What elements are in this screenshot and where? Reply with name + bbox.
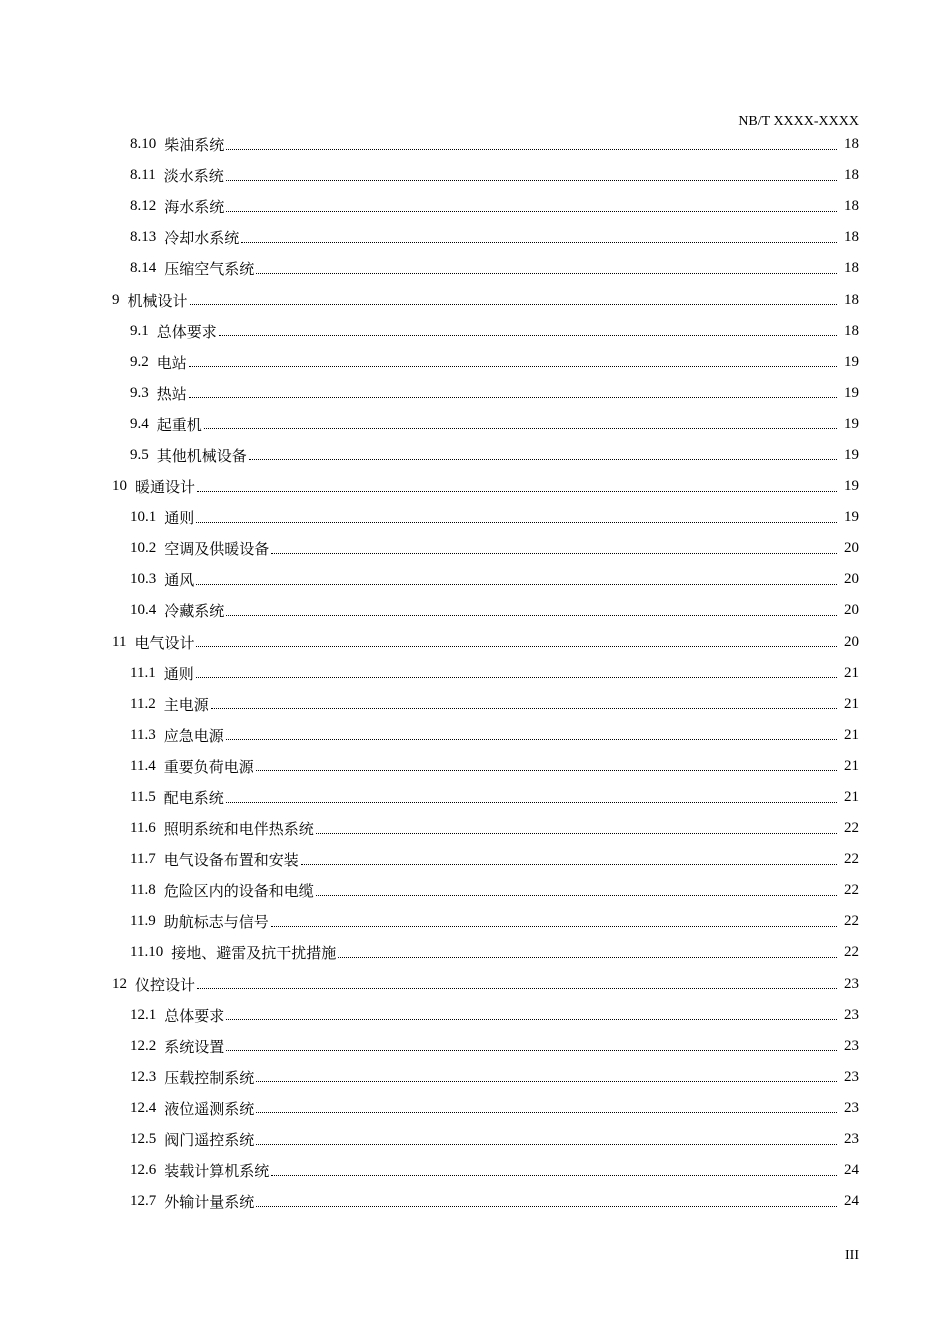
toc-entry[interactable] bbox=[0, 1124, 950, 1155]
toc-dot-leader bbox=[271, 553, 837, 554]
toc-entry[interactable] bbox=[0, 409, 950, 440]
toc-entry[interactable] bbox=[0, 782, 950, 813]
toc-entry[interactable] bbox=[0, 564, 950, 595]
toc-entry-number: 9.5 bbox=[130, 446, 149, 463]
toc-entry-page: 22 bbox=[844, 913, 859, 930]
toc-entry-title: 冷却水系统 bbox=[164, 231, 240, 248]
toc-entry-number: 12.5 bbox=[130, 1131, 157, 1148]
toc-entry[interactable] bbox=[0, 502, 950, 533]
toc-entry-title: 重要负荷电源 bbox=[163, 759, 254, 776]
toc-dot-leader bbox=[256, 770, 837, 771]
toc-entry-number: 8.10 bbox=[130, 136, 157, 153]
toc-entry-number: 12.2 bbox=[130, 1037, 157, 1054]
toc-entry-number: 11.9 bbox=[130, 913, 156, 930]
toc-entry-title: 总体要求 bbox=[164, 1008, 225, 1025]
toc-entry-number: 11 bbox=[112, 633, 127, 650]
toc-dot-leader bbox=[316, 833, 837, 834]
toc-entry[interactable] bbox=[0, 937, 950, 968]
toc-entry-number: 9.2 bbox=[130, 353, 149, 370]
toc-dot-leader bbox=[256, 1144, 837, 1145]
toc-entry[interactable] bbox=[0, 875, 950, 906]
toc-entry-page: 18 bbox=[844, 198, 859, 215]
toc-dot-leader bbox=[226, 739, 837, 740]
toc-entry[interactable] bbox=[0, 1155, 950, 1186]
toc-entry[interactable] bbox=[0, 533, 950, 564]
toc-entry-page: 21 bbox=[844, 664, 859, 681]
toc-entry[interactable] bbox=[0, 471, 950, 502]
toc-entry[interactable] bbox=[0, 1093, 950, 1124]
toc-entry-title: 助航标志与信号 bbox=[163, 915, 269, 932]
toc-entry-number: 8.11 bbox=[130, 167, 156, 184]
toc-entry-title: 电气设计 bbox=[134, 635, 195, 652]
toc-entry-number: 9.1 bbox=[130, 322, 149, 339]
toc-dot-leader bbox=[271, 926, 837, 927]
toc-entry-page: 23 bbox=[844, 1037, 859, 1054]
toc-entry-page: 19 bbox=[844, 384, 859, 401]
toc-dot-leader bbox=[226, 211, 837, 212]
toc-entry-title: 机械设计 bbox=[127, 293, 188, 310]
toc-dot-leader bbox=[301, 864, 837, 865]
toc-entry-page: 20 bbox=[844, 540, 859, 557]
toc-entry-page: 19 bbox=[844, 415, 859, 432]
toc-dot-leader bbox=[226, 615, 837, 616]
toc-dot-leader bbox=[219, 335, 837, 336]
toc-dot-leader bbox=[249, 459, 837, 460]
document-code: NB/T XXXX-XXXX bbox=[738, 114, 859, 129]
toc-entry-page: 18 bbox=[844, 291, 859, 308]
toc-dot-leader bbox=[196, 646, 837, 647]
toc-entry[interactable] bbox=[0, 160, 950, 191]
toc-entry[interactable] bbox=[0, 689, 950, 720]
page-number: III bbox=[845, 1248, 859, 1263]
toc-entry[interactable] bbox=[0, 129, 950, 160]
toc-entry-page: 18 bbox=[844, 229, 859, 246]
toc-dot-leader bbox=[204, 428, 837, 429]
toc-dot-leader bbox=[196, 584, 837, 585]
toc-entry-title: 应急电源 bbox=[163, 728, 224, 745]
toc-entry-number: 12.4 bbox=[130, 1099, 157, 1116]
toc-entry-title: 外输计量系统 bbox=[164, 1195, 255, 1212]
toc-entry-title: 装载计算机系统 bbox=[164, 1164, 270, 1181]
toc-entry-number: 10.2 bbox=[130, 540, 157, 557]
toc-entry-page: 20 bbox=[844, 633, 859, 650]
toc-entry[interactable] bbox=[0, 440, 950, 471]
toc-entry-number: 9.4 bbox=[130, 415, 149, 432]
toc-dot-leader bbox=[226, 1019, 837, 1020]
toc-entry-title: 热站 bbox=[156, 386, 187, 403]
toc-entry-page: 18 bbox=[844, 322, 859, 339]
toc-dot-leader bbox=[196, 677, 837, 678]
toc-entry[interactable] bbox=[0, 751, 950, 782]
toc-dot-leader bbox=[256, 1081, 837, 1082]
toc-dot-leader bbox=[226, 149, 837, 150]
toc-entry-title: 电气设备布置和安装 bbox=[163, 853, 299, 870]
toc-dot-leader bbox=[256, 1112, 837, 1113]
toc-entry[interactable] bbox=[0, 720, 950, 751]
toc-entry-page: 22 bbox=[844, 820, 859, 837]
toc-dot-leader bbox=[338, 957, 837, 958]
toc-entry-title: 主电源 bbox=[163, 697, 209, 714]
toc-entry-title: 暖通设计 bbox=[135, 480, 196, 497]
toc-entry[interactable] bbox=[0, 191, 950, 222]
toc-entry-number: 10.4 bbox=[130, 602, 157, 619]
toc-entry-number: 10.3 bbox=[130, 571, 157, 588]
toc-entry-page: 18 bbox=[844, 167, 859, 184]
toc-entry-number: 11.5 bbox=[130, 789, 156, 806]
toc-entry[interactable] bbox=[0, 1000, 950, 1031]
toc-entry[interactable] bbox=[0, 316, 950, 347]
toc-entry-title: 配电系统 bbox=[163, 791, 224, 808]
toc-dot-leader bbox=[196, 522, 837, 523]
toc-entry-number: 11.1 bbox=[130, 664, 156, 681]
toc-entry[interactable] bbox=[0, 253, 950, 284]
toc-entry-page: 22 bbox=[844, 944, 859, 961]
toc-entry-number: 11.8 bbox=[130, 882, 156, 899]
toc-entry-page: 19 bbox=[844, 478, 859, 495]
toc-entry-number: 12.7 bbox=[130, 1193, 157, 1210]
toc-entry[interactable] bbox=[0, 1186, 950, 1217]
toc-entry-number: 12.6 bbox=[130, 1162, 157, 1179]
toc-dot-leader bbox=[190, 304, 837, 305]
toc-entry-title: 接地、避雷及抗干扰措施 bbox=[171, 946, 337, 963]
toc-entry-number: 11.6 bbox=[130, 820, 156, 837]
toc-entry[interactable] bbox=[0, 1031, 950, 1062]
toc-dot-leader bbox=[271, 1175, 837, 1176]
toc-entry[interactable] bbox=[0, 813, 950, 844]
toc-entry-number: 11.3 bbox=[130, 726, 156, 743]
toc-entry-number: 8.12 bbox=[130, 198, 157, 215]
toc-entry-number: 8.13 bbox=[130, 229, 157, 246]
toc-entry[interactable] bbox=[0, 627, 950, 658]
toc-entry-page: 23 bbox=[844, 1099, 859, 1116]
toc-entry-number: 9.3 bbox=[130, 384, 149, 401]
toc-entry-page: 23 bbox=[844, 1068, 859, 1085]
toc-entry-number: 10 bbox=[112, 478, 127, 495]
toc-entry-title: 系统设置 bbox=[164, 1039, 225, 1056]
toc-entry-number: 11.4 bbox=[130, 757, 156, 774]
toc-entry-title: 海水系统 bbox=[164, 200, 225, 217]
toc-entry-title: 仪控设计 bbox=[135, 977, 196, 994]
toc-entry-page: 20 bbox=[844, 602, 859, 619]
toc-entry-title: 阀门遥控系统 bbox=[164, 1133, 255, 1150]
toc-entry-title: 柴油系统 bbox=[164, 138, 225, 155]
toc-entry-title: 起重机 bbox=[156, 417, 202, 434]
toc-entry-title: 淡水系统 bbox=[163, 169, 224, 186]
toc-dot-leader bbox=[316, 895, 837, 896]
toc-entry-title: 液位遥测系统 bbox=[164, 1101, 255, 1118]
toc-entry-page: 24 bbox=[844, 1162, 859, 1179]
toc-entry-title: 危险区内的设备和电缆 bbox=[163, 884, 314, 901]
toc-entry[interactable] bbox=[0, 378, 950, 409]
toc-entry-title: 压载控制系统 bbox=[164, 1070, 255, 1087]
toc-entry-page: 18 bbox=[844, 136, 859, 153]
toc-entry-page: 21 bbox=[844, 726, 859, 743]
toc-entry-page: 19 bbox=[844, 509, 859, 526]
toc-entry[interactable] bbox=[0, 1062, 950, 1093]
toc-entry-number: 8.14 bbox=[130, 260, 157, 277]
toc-entry-number: 11.7 bbox=[130, 851, 156, 868]
toc-entry-title: 总体要求 bbox=[156, 324, 217, 341]
toc-entry-page: 21 bbox=[844, 757, 859, 774]
toc-entry-number: 11.2 bbox=[130, 695, 156, 712]
toc-entry[interactable] bbox=[0, 658, 950, 689]
toc-entry-page: 24 bbox=[844, 1193, 859, 1210]
toc-entry-page: 21 bbox=[844, 695, 859, 712]
toc-entry-title: 电站 bbox=[156, 355, 187, 372]
toc-entry-title: 空调及供暖设备 bbox=[164, 542, 270, 559]
toc-entry-number: 11.10 bbox=[130, 944, 164, 961]
toc-dot-leader bbox=[256, 1206, 837, 1207]
toc-entry-page: 20 bbox=[844, 571, 859, 588]
toc-entry[interactable] bbox=[0, 347, 950, 378]
toc-entry[interactable] bbox=[0, 906, 950, 937]
toc-dot-leader bbox=[226, 180, 837, 181]
toc-entry-title: 通则 bbox=[164, 511, 195, 528]
toc-entry[interactable] bbox=[0, 844, 950, 875]
table-of-contents bbox=[0, 129, 950, 1217]
toc-entry-page: 19 bbox=[844, 446, 859, 463]
toc-entry-title: 照明系统和电伴热系统 bbox=[163, 822, 314, 839]
toc-entry-page: 19 bbox=[844, 353, 859, 370]
toc-entry[interactable] bbox=[0, 595, 950, 626]
toc-dot-leader bbox=[189, 397, 837, 398]
toc-entry-number: 9 bbox=[112, 291, 120, 308]
toc-entry-number: 12 bbox=[112, 975, 127, 992]
toc-entry[interactable] bbox=[0, 284, 950, 315]
toc-entry-page: 23 bbox=[844, 1131, 859, 1148]
toc-entry-page: 23 bbox=[844, 1006, 859, 1023]
toc-dot-leader bbox=[226, 1050, 837, 1051]
toc-entry-page: 22 bbox=[844, 851, 859, 868]
toc-entry-number: 10.1 bbox=[130, 509, 157, 526]
toc-entry-title: 通则 bbox=[163, 666, 194, 683]
toc-dot-leader bbox=[256, 273, 837, 274]
toc-entry-page: 22 bbox=[844, 882, 859, 899]
toc-entry-number: 12.1 bbox=[130, 1006, 157, 1023]
toc-dot-leader bbox=[197, 988, 837, 989]
toc-entry-number: 12.3 bbox=[130, 1068, 157, 1085]
toc-entry-title: 通风 bbox=[164, 573, 195, 590]
toc-dot-leader bbox=[189, 366, 837, 367]
toc-dot-leader bbox=[197, 491, 837, 492]
toc-entry-title: 冷藏系统 bbox=[164, 604, 225, 621]
toc-entry[interactable] bbox=[0, 222, 950, 253]
toc-entry[interactable] bbox=[0, 969, 950, 1000]
toc-entry-page: 18 bbox=[844, 260, 859, 277]
toc-entry-title: 压缩空气系统 bbox=[164, 262, 255, 279]
toc-dot-leader bbox=[226, 802, 837, 803]
toc-dot-leader bbox=[241, 242, 837, 243]
toc-entry-page: 23 bbox=[844, 975, 859, 992]
toc-entry-page: 21 bbox=[844, 789, 859, 806]
toc-dot-leader bbox=[211, 708, 837, 709]
toc-entry-title: 其他机械设备 bbox=[156, 448, 247, 465]
